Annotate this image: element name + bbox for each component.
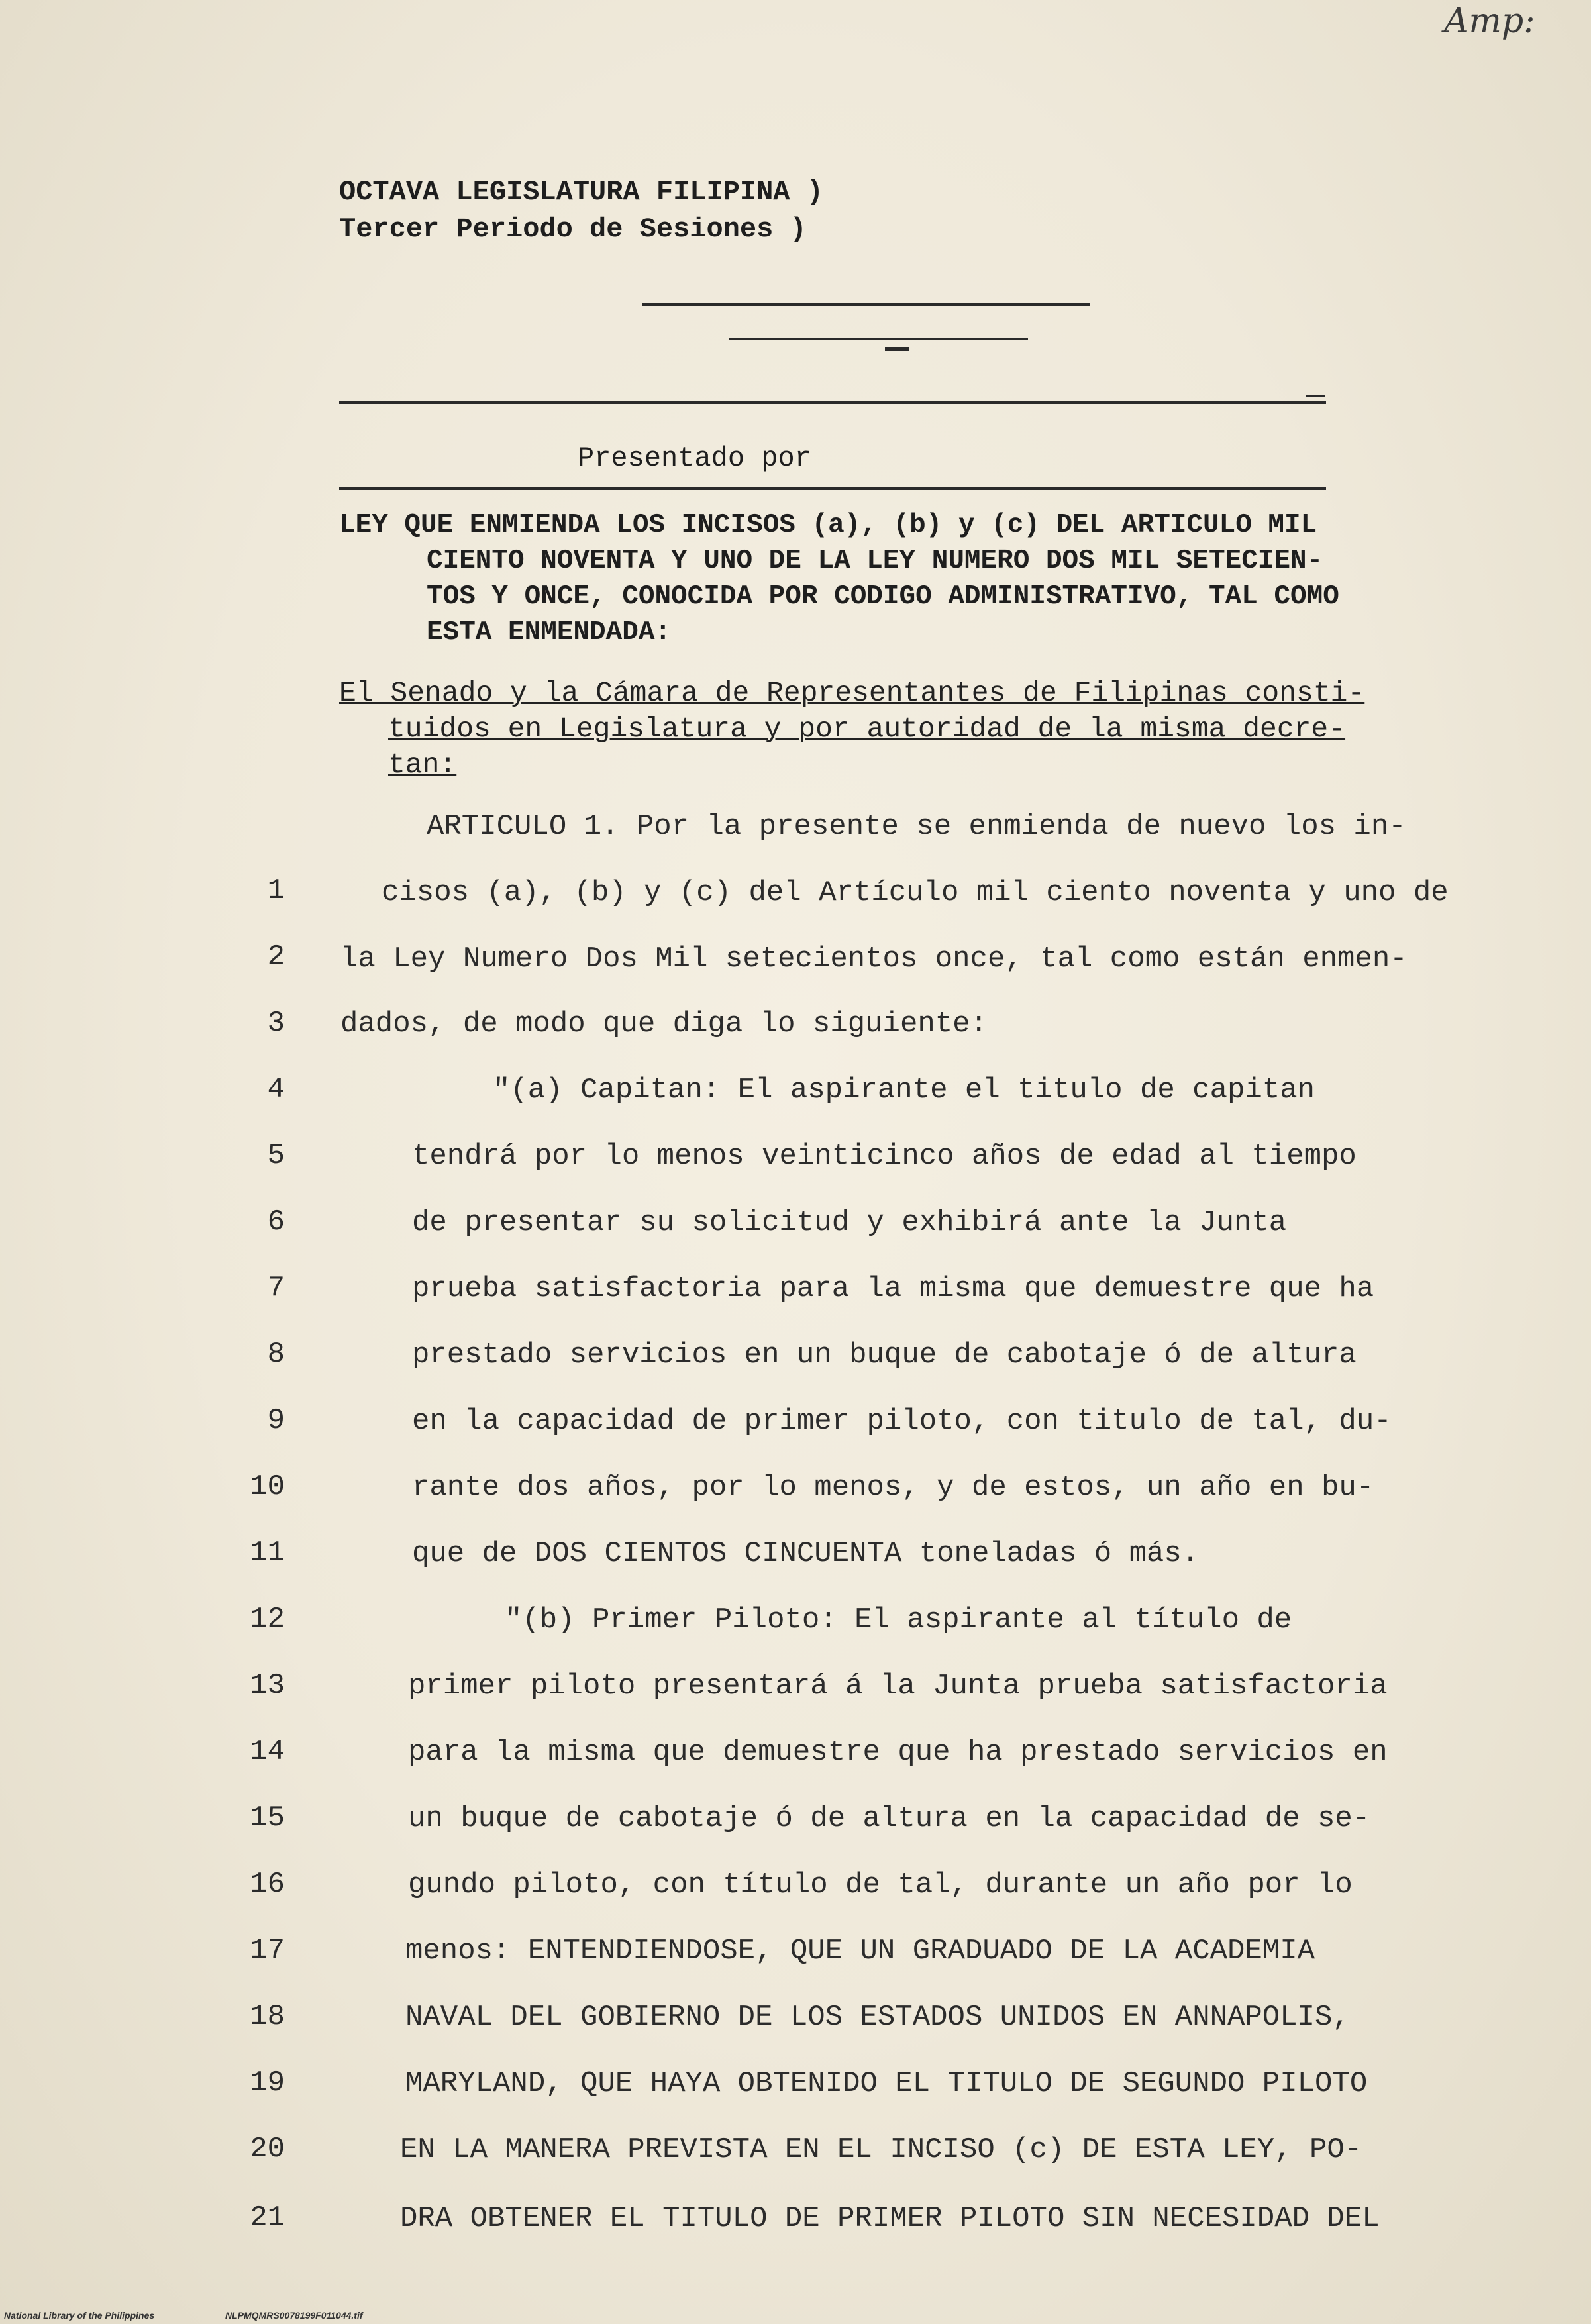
body-line: prueba satisfactoria para la misma que demuestre que ha: [412, 1272, 1374, 1305]
blank-rule-2: [729, 338, 1028, 340]
handwritten-annotation: Amp:: [1444, 1, 1535, 41]
body-line: dados, de modo que diga lo siguiente:: [340, 1007, 988, 1040]
line-number: 3: [267, 1007, 285, 1040]
line-number: 16: [250, 1868, 285, 1901]
bill-title-line-3: TOS Y ONCE, CONOCIDA POR CODIGO ADMINISTRATIVO, TAL COMO: [427, 581, 1339, 612]
line-number: 14: [250, 1735, 285, 1768]
line-number: 1: [267, 874, 285, 907]
body-line: cisos (a), (b) y (c) del Artículo mil ciento noventa y uno de: [382, 876, 1449, 909]
enacting-clause-line-1: El Senado y la Cámara de Representantes de Filipinas consti-: [339, 677, 1365, 709]
blank-rule-1: [642, 303, 1090, 306]
header-legislature: OCTAVA LEGISLATURA FILIPINA ): [339, 176, 823, 208]
blank-rule-3: [339, 401, 1326, 404]
body-line: MARYLAND, QUE HAYA OBTENIDO EL TITULO DE SEGUNDO PILOTO: [405, 2067, 1368, 2100]
body-line: que de DOS CIENTOS CINCUENTA toneladas ó más.: [412, 1537, 1200, 1570]
line-number: 10: [250, 1470, 285, 1503]
bill-title-line-2: CIENTO NOVENTA Y UNO DE LA LEY NUMERO DOS MIL SETECIEN-: [427, 546, 1323, 576]
line-number: 12: [250, 1603, 285, 1636]
body-line: gundo piloto, con título de tal, durante un año por lo: [408, 1868, 1353, 1901]
enacting-clause-line-2: tuidos en Legislatura y por autoridad de la misma decre-: [388, 713, 1346, 745]
line-number: 19: [250, 2066, 285, 2099]
body-line: rante dos años, por lo menos, y de estos, un año en bu-: [412, 1471, 1374, 1504]
body-line: DRA OBTENER EL TITULO DE PRIMER PILOTO SIN NECESIDAD DEL: [400, 2202, 1380, 2235]
line-number: 2: [267, 940, 285, 974]
footer-library: National Library of the Philippines: [4, 2310, 155, 2321]
body-line: NAVAL DEL GOBIERNO DE LOS ESTADOS UNIDOS EN ANNAPOLIS,: [405, 2001, 1350, 2034]
line-number: 6: [267, 1205, 285, 1238]
body-line: "(b) Primer Piloto: El aspirante al título de: [505, 1603, 1292, 1637]
header-session: Tercer Periodo de Sesiones ): [339, 213, 807, 245]
body-line: para la misma que demuestre que ha prestado servicios en: [408, 1736, 1388, 1769]
line-number: 13: [250, 1669, 285, 1702]
rule-mark-2: [1306, 395, 1325, 397]
line-number: 17: [250, 1934, 285, 1967]
presented-by-rule: [339, 487, 1326, 490]
line-number: 8: [267, 1338, 285, 1371]
line-number: 5: [267, 1139, 285, 1172]
body-line: menos: ENTENDIENDOSE, QUE UN GRADUADO DE LA ACADEMIA: [405, 1935, 1315, 1968]
presented-by: Presentado por: [578, 442, 811, 474]
article-intro: ARTICULO 1. Por la presente se enmienda de nuevo los in-: [427, 810, 1406, 843]
line-number: 21: [250, 2201, 285, 2235]
rule-mark: [885, 347, 909, 351]
body-line: un buque de cabotaje ó de altura en la capacidad de se-: [408, 1802, 1370, 1835]
line-number: 4: [267, 1073, 285, 1106]
body-line: EN LA MANERA PREVISTA EN EL INCISO (c) DE ESTA LEY, PO-: [400, 2133, 1362, 2166]
enacting-clause-line-3: tan:: [388, 748, 457, 781]
body-line: de presentar su solicitud y exhibirá ante la Junta: [412, 1206, 1287, 1239]
body-line: prestado servicios en un buque de cabotaje ó de altura: [412, 1339, 1357, 1372]
line-number: 18: [250, 2000, 285, 2033]
bill-title-line-1: LEY QUE ENMIENDA LOS INCISOS (a), (b) y (c) DEL ARTICULO MIL: [339, 510, 1317, 540]
line-number: 9: [267, 1404, 285, 1437]
body-line: "(a) Capitan: El aspirante el titulo de capitan: [493, 1074, 1315, 1107]
body-line: tendrá por lo menos veinticinco años de edad al tiempo: [412, 1140, 1357, 1173]
bill-title-line-4: ESTA ENMENDADA:: [427, 617, 672, 648]
line-number: 11: [250, 1537, 285, 1570]
body-line: en la capacidad de primer piloto, con titulo de tal, du-: [412, 1405, 1392, 1438]
body-line: primer piloto presentará á la Junta prueba satisfactoria: [408, 1670, 1388, 1703]
line-number: 15: [250, 1801, 285, 1835]
line-number: 20: [250, 2133, 285, 2166]
line-number: 7: [267, 1272, 285, 1305]
body-line: la Ley Numero Dos Mil setecientos once, tal como están enmen-: [340, 942, 1408, 976]
footer-file-id: NLPMQMRS0078199F011044.tif: [225, 2310, 363, 2321]
